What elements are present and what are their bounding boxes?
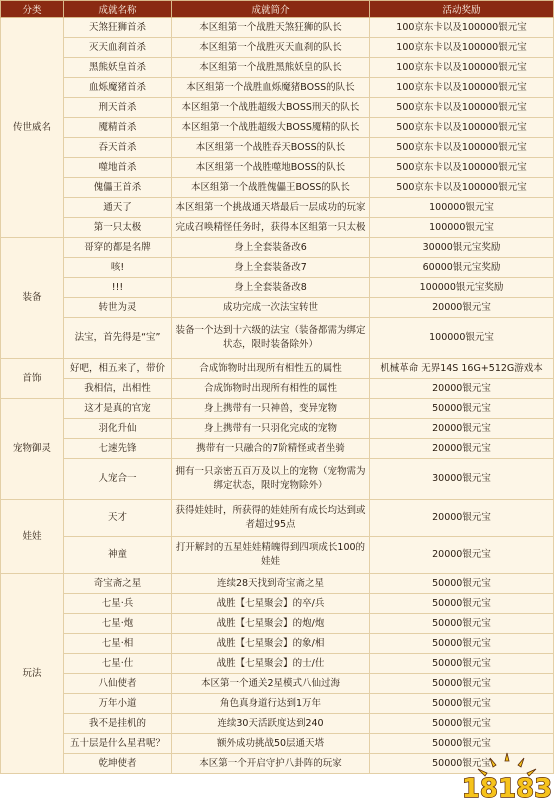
achievement-name-cell: 天才	[64, 500, 172, 537]
achievement-name-cell: 万年小道	[64, 694, 172, 714]
category-cell: 装备	[1, 238, 64, 359]
category-cell: 首饰	[1, 359, 64, 399]
achievement-desc-cell: 连续28天找到奇宝斋之星	[172, 574, 370, 594]
category-cell: 宠物御灵	[1, 399, 64, 500]
table-row	[1, 158, 554, 178]
achievement-name-cell: 魇精首杀	[64, 118, 172, 138]
table-row	[1, 178, 554, 198]
achievement-desc-cell: 合成饰物时出现所有相性的属性	[172, 379, 370, 399]
reward-cell: 机械革命 无界14S 16G+512G游戏本	[370, 359, 554, 379]
reward-cell: 100京东卡以及100000银元宝	[370, 38, 554, 58]
achievement-desc-cell: 本区组第一个战胜吞天BOSS的队长	[172, 138, 370, 158]
achievement-name-cell: 天煞狂狮首杀	[64, 18, 172, 38]
achievement-desc-cell: 成功完成一次法宝转世	[172, 298, 370, 318]
table-row	[1, 38, 554, 58]
table-row	[1, 459, 554, 500]
reward-cell: 50000银元宝	[370, 614, 554, 634]
achievement-name-cell: 七速先锋	[64, 439, 172, 459]
achievement-name-cell: 我不是挂机的	[64, 714, 172, 734]
table-row	[1, 714, 554, 734]
achievement-name-cell: 七星·仕	[64, 654, 172, 674]
reward-cell: 500京东卡以及100000银元宝	[370, 138, 554, 158]
reward-cell: 50000银元宝	[370, 714, 554, 734]
reward-cell: 100000银元宝	[370, 198, 554, 218]
table-row	[1, 694, 554, 714]
reward-cell: 500京东卡以及100000银元宝	[370, 178, 554, 198]
table-row	[1, 654, 554, 674]
reward-cell: 30000银元宝	[370, 459, 554, 500]
achievement-desc-cell: 本区第一个开启守护八卦阵的玩家	[172, 754, 370, 774]
reward-cell: 20000银元宝	[370, 500, 554, 537]
achievement-desc-cell: 携带有一只融合的7阶精怪或者坐骑	[172, 439, 370, 459]
achievement-name-cell: 转世为灵	[64, 298, 172, 318]
achievement-name-cell: 黑熊妖皇首杀	[64, 58, 172, 78]
reward-cell: 60000银元宝奖励	[370, 258, 554, 278]
achievement-desc-cell: 合成饰物时出现所有相性五的属性	[172, 359, 370, 379]
reward-cell: 100京东卡以及100000银元宝	[370, 18, 554, 38]
achievement-name-cell: 傀儡王首杀	[64, 178, 172, 198]
table-row	[1, 359, 554, 379]
table-row	[1, 537, 554, 574]
achievement-name-cell: 我相信，出相性	[64, 379, 172, 399]
achievement-name-cell: 灭天血刹首杀	[64, 38, 172, 58]
achievement-desc-cell: 本区组第一个挑战通天塔最后一层成功的玩家	[172, 198, 370, 218]
achievement-desc-cell: 获得娃娃时，所获得的娃娃所有成长均达到或者超过95点	[172, 500, 370, 537]
table-row	[1, 634, 554, 654]
header-name: 成就名称	[64, 1, 172, 18]
achievement-desc-cell: 本区组第一个战胜超级大BOSS魇精的队长	[172, 118, 370, 138]
table-row	[1, 419, 554, 439]
table-row	[1, 78, 554, 98]
table-body	[1, 18, 554, 774]
table-row	[1, 138, 554, 158]
achievement-desc-cell: 本区组第一个战胜傀儡王BOSS的队长	[172, 178, 370, 198]
achievement-name-cell: 第一只太极	[64, 218, 172, 238]
reward-cell: 50000银元宝	[370, 734, 554, 754]
achievement-name-cell: 法宝，首先得是“宝”	[64, 318, 172, 359]
header-category: 分类	[1, 1, 64, 18]
achievement-desc-cell: 身上携带有一只神兽，变异宠物	[172, 399, 370, 419]
achievement-name-cell: 奇宝斋之星	[64, 574, 172, 594]
achievement-name-cell: 七星·兵	[64, 594, 172, 614]
achievement-name-cell: 刑天首杀	[64, 98, 172, 118]
header-desc: 成就简介	[172, 1, 370, 18]
table-row	[1, 574, 554, 594]
reward-cell: 100000银元宝	[370, 318, 554, 359]
table-row	[1, 118, 554, 138]
achievement-desc-cell: 角色真身道行达到1万年	[172, 694, 370, 714]
reward-cell: 500京东卡以及100000银元宝	[370, 158, 554, 178]
table-row	[1, 218, 554, 238]
table-row	[1, 439, 554, 459]
achievement-desc-cell: 本区组第一个战胜天煞狂狮的队长	[172, 18, 370, 38]
reward-cell: 50000银元宝	[370, 574, 554, 594]
reward-cell: 20000银元宝	[370, 419, 554, 439]
category-cell: 娃娃	[1, 500, 64, 574]
achievement-desc-cell: 连续30天活跃度达到240	[172, 714, 370, 734]
achievement-desc-cell: 身上全套装备改7	[172, 258, 370, 278]
reward-cell: 50000银元宝	[370, 754, 554, 774]
table-row	[1, 98, 554, 118]
achievement-desc-cell: 装备一个达到十六级的法宝（装备都需为绑定状态，限时装备除外）	[172, 318, 370, 359]
table-row	[1, 18, 554, 38]
reward-cell: 50000银元宝	[370, 399, 554, 419]
header-reward: 活动奖励	[370, 1, 554, 18]
category-cell: 传世威名	[1, 18, 64, 238]
logo-rays-icon	[478, 753, 536, 776]
achievement-name-cell: 人宠合一	[64, 459, 172, 500]
achievement-name-cell: 这才是真的官宠	[64, 399, 172, 419]
achievement-desc-cell: 本区组第一个战胜超级大BOSS刑天的队长	[172, 98, 370, 118]
table-row	[1, 278, 554, 298]
reward-cell: 20000银元宝	[370, 298, 554, 318]
achievement-name-cell: 通天了	[64, 198, 172, 218]
achievement-desc-cell: 战胜【七星聚会】的炮/炮	[172, 614, 370, 634]
logo-text: 18183	[461, 774, 553, 804]
reward-cell: 20000银元宝	[370, 379, 554, 399]
achievement-desc-cell: 身上携带有一只羽化完成的宠物	[172, 419, 370, 439]
table-row	[1, 258, 554, 278]
table-row	[1, 674, 554, 694]
achievement-desc-cell: 战胜【七星聚会】的象/相	[172, 634, 370, 654]
achievement-name-cell: 血烁魔猪首杀	[64, 78, 172, 98]
table-row	[1, 238, 554, 258]
table-row	[1, 298, 554, 318]
achievement-desc-cell: 身上全套装备改6	[172, 238, 370, 258]
achievement-desc-cell: 战胜【七星聚会】的卒/兵	[172, 594, 370, 614]
reward-cell: 50000银元宝	[370, 594, 554, 614]
achievement-name-cell: 噬地首杀	[64, 158, 172, 178]
reward-cell: 100京东卡以及100000银元宝	[370, 58, 554, 78]
category-cell: 玩法	[1, 574, 64, 774]
achievement-desc-cell: 身上全套装备改8	[172, 278, 370, 298]
achievement-name-cell: 咳!	[64, 258, 172, 278]
reward-cell: 100京东卡以及100000银元宝	[370, 78, 554, 98]
table-row	[1, 379, 554, 399]
achievement-name-cell: 好吧，相五来了，带价	[64, 359, 172, 379]
reward-cell: 50000银元宝	[370, 674, 554, 694]
table-row	[1, 318, 554, 359]
achievement-name-cell: 五十层是什么星君呢？	[64, 734, 172, 754]
reward-cell: 30000银元宝奖励	[370, 238, 554, 258]
achievement-desc-cell: 拥有一只亲密五百万及以上的宠物（宠物需为绑定状态，限时宠物除外）	[172, 459, 370, 500]
achievement-desc-cell: 额外成功挑战50层通天塔	[172, 734, 370, 754]
table-row	[1, 198, 554, 218]
achievement-name-cell: 八仙使者	[64, 674, 172, 694]
table-row	[1, 614, 554, 634]
achievement-name-cell: 七星·炮	[64, 614, 172, 634]
reward-cell: 100000银元宝	[370, 218, 554, 238]
reward-cell: 50000银元宝	[370, 694, 554, 714]
achievement-name-cell: 哥穿的都是名牌	[64, 238, 172, 258]
achievement-name-cell: 神童	[64, 537, 172, 574]
achievement-name-cell: 羽化升仙	[64, 419, 172, 439]
table-row	[1, 58, 554, 78]
achievement-desc-cell: 本区第一个通关2星模式八仙过海	[172, 674, 370, 694]
achievement-desc-cell: 本区组第一个战胜噬地BOSS的队长	[172, 158, 370, 178]
table-row	[1, 500, 554, 537]
table-row	[1, 399, 554, 419]
reward-cell: 20000银元宝	[370, 439, 554, 459]
table-row	[1, 594, 554, 614]
reward-cell: 50000银元宝	[370, 634, 554, 654]
reward-cell: 500京东卡以及100000银元宝	[370, 118, 554, 138]
achievement-desc-cell: 完成召唤精怪任务时，获得本区组第一只太极	[172, 218, 370, 238]
achievement-desc-cell: 本区组第一个战胜灭天血刹的队长	[172, 38, 370, 58]
achievement-desc-cell: 战胜【七星聚会】的士/仕	[172, 654, 370, 674]
reward-cell: 500京东卡以及100000银元宝	[370, 98, 554, 118]
achievement-desc-cell: 打开解封的五星娃娃精魄得到四项成长100的娃娃	[172, 537, 370, 574]
achievement-name-cell: 乾坤使者	[64, 754, 172, 774]
reward-cell: 100000银元宝奖励	[370, 278, 554, 298]
achievement-name-cell: 七星·相	[64, 634, 172, 654]
header-row	[1, 1, 554, 18]
achievement-name-cell: 吞天首杀	[64, 138, 172, 158]
reward-cell: 20000银元宝	[370, 537, 554, 574]
achievement-desc-cell: 本区组第一个战胜黑熊妖皇的队长	[172, 58, 370, 78]
achievement-name-cell: !!!	[64, 278, 172, 298]
achievement-desc-cell: 本区组第一个战胜血烁魔猪BOSS的队长	[172, 78, 370, 98]
reward-cell: 50000银元宝	[370, 654, 554, 674]
